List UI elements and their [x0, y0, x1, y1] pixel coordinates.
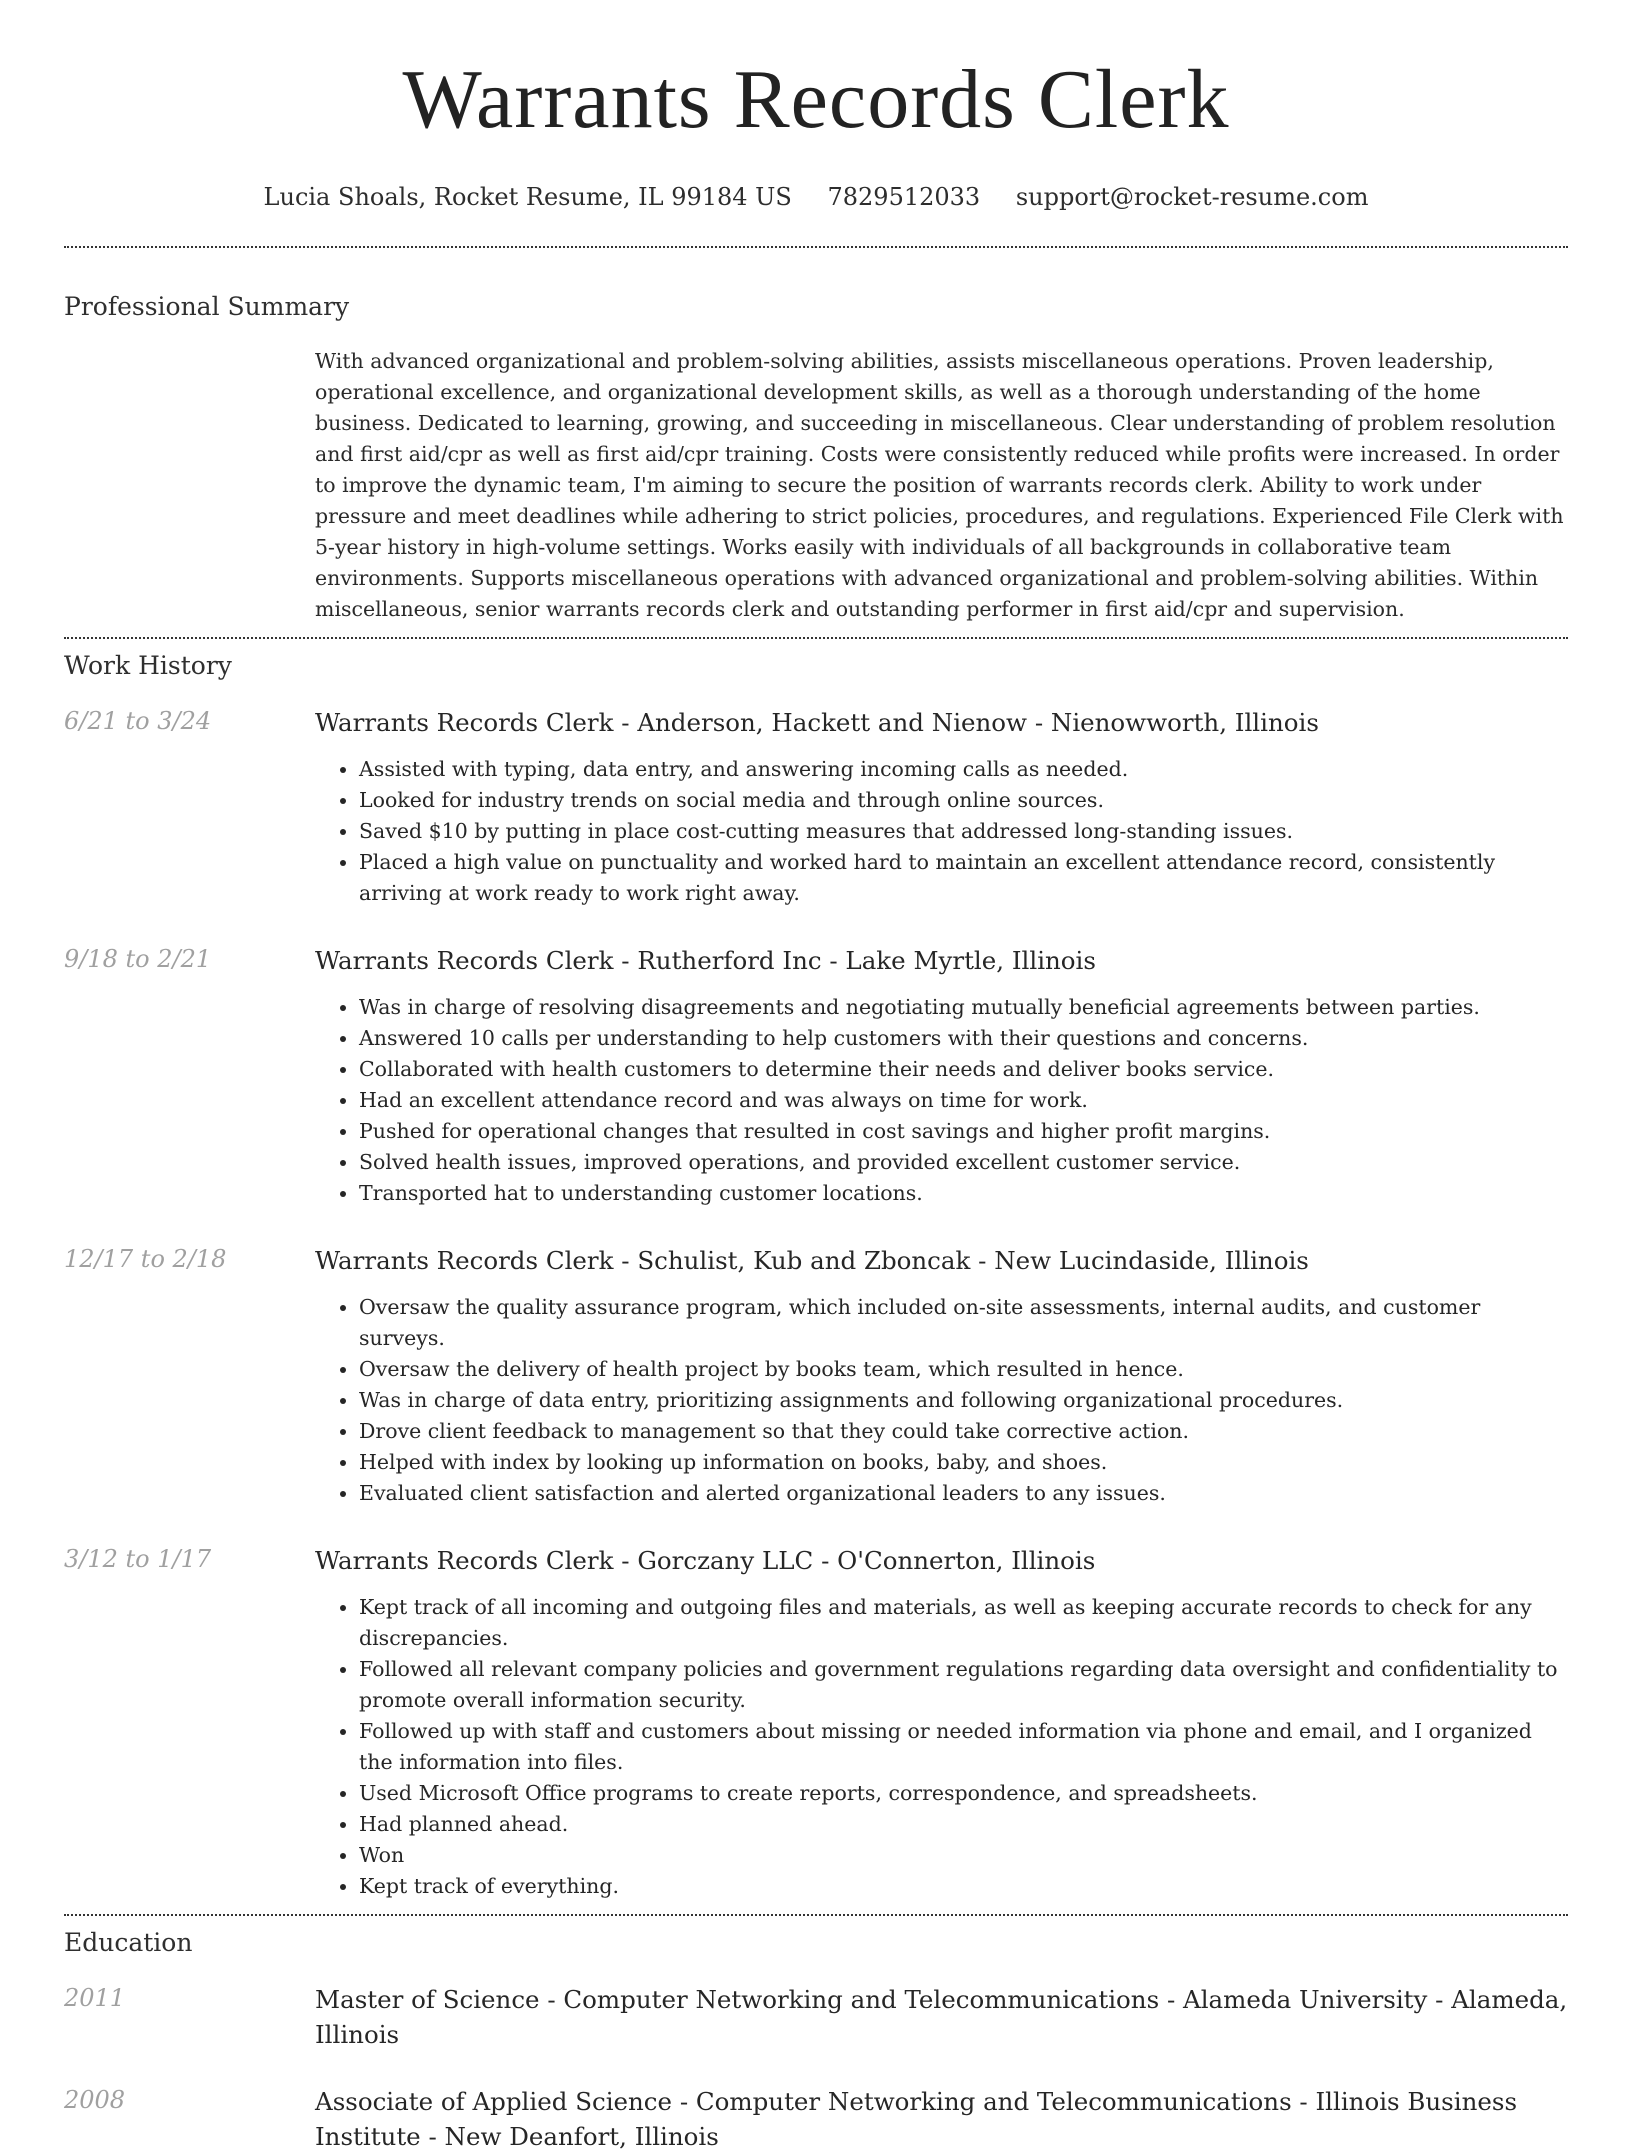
divider: [64, 246, 1568, 248]
contact-email: support@rocket-resume.com: [1015, 183, 1369, 211]
job-dates: 3/12 to 1/17: [64, 1545, 212, 1573]
job-dates: 9/18 to 2/21: [64, 945, 212, 973]
education-entry: [64, 2084, 1568, 2154]
job-entry: [64, 943, 1568, 1209]
education-year: 2011: [64, 1984, 126, 2012]
resume-page: [64, 0, 1568, 2154]
job-bullet: • Oversaw the delivery of health project by books team, which resulted in hence.: [359, 1354, 1568, 1385]
job-entry: [64, 1543, 1568, 1902]
job-bullet: • Oversaw the quality assurance program, which included on-site assessments, internal audits, and customer surveys.: [359, 1292, 1568, 1354]
job-bullet: • Saved $10 by putting in place cost-cutting measures that addressed long-standing issues.: [359, 816, 1568, 847]
education-degree: Associate of Applied Science - Computer Networking and Telecommunications - Illinois Business Institute - New Deanfort, Illinois: [315, 2087, 1518, 2151]
job-bullet: • Helped with index by looking up information on books, baby, and shoes.: [359, 1447, 1568, 1478]
job-bullet: • Kept track of everything.: [359, 1871, 1568, 1902]
job-bullet: • Solved health issues, improved operations, and provided excellent customer service.: [359, 1147, 1568, 1178]
job-bullet: • Used Microsoft Office programs to create reports, correspondence, and spreadsheets.: [359, 1778, 1568, 1809]
job-bullet: • Transported hat to understanding customer locations.: [359, 1178, 1568, 1209]
summary-heading: Professional Summary: [64, 292, 350, 321]
job-bullet: • Assisted with typing, data entry, and answering incoming calls as needed.: [359, 754, 1568, 785]
job-bullet: • Pushed for operational changes that resulted in cost savings and higher profit margins.: [359, 1116, 1568, 1147]
job-bullets: [315, 1592, 1568, 1902]
work-history-heading: Work History: [64, 651, 232, 680]
contact-line: [64, 182, 1568, 212]
education-heading: Education: [64, 1928, 193, 1957]
contact-phone: 7829512033: [827, 183, 981, 211]
job-entry: [64, 1243, 1568, 1509]
resume-header: [64, 0, 1568, 212]
job-title: Warrants Records Clerk - Rutherford Inc - Lake Myrtle, Illinois: [315, 946, 1096, 975]
education-degree: Master of Science - Computer Networking and Telecommunications - Alameda University - Alameda, Illinois: [315, 1985, 1568, 2049]
job-dates: 6/21 to 3/24: [64, 707, 212, 735]
job-bullet: • Won: [359, 1840, 1568, 1871]
job-bullet: • Kept track of all incoming and outgoing files and materials, as well as keeping accurate records to check for any discrepancies.: [359, 1592, 1568, 1654]
job-bullets: [315, 992, 1568, 1209]
job-bullet: • Answered 10 calls per understanding to help customers with their questions and concerns.: [359, 1023, 1568, 1054]
job-entry: [64, 705, 1568, 909]
job-bullet: • Was in charge of data entry, prioritizing assignments and following organizational procedures.: [359, 1385, 1568, 1416]
job-title: Warrants Records Clerk - Schulist, Kub and Zboncak - New Lucindaside, Illinois: [315, 1246, 1309, 1275]
education-year: 2008: [64, 2086, 126, 2114]
job-bullets: [315, 1292, 1568, 1509]
contact-address: Lucia Shoals, Rocket Resume, IL 99184 US: [263, 183, 792, 211]
job-bullet: • Followed all relevant company policies and government regulations regarding data oversight and confidentiality to promote overall information security.: [359, 1654, 1568, 1716]
job-bullet: • Had planned ahead.: [359, 1809, 1568, 1840]
divider: [64, 1914, 1568, 1916]
job-bullet: • Was in charge of resolving disagreements and negotiating mutually beneficial agreements between parties.: [359, 992, 1568, 1023]
summary-text: With advanced organizational and problem-solving abilities, assists miscellaneous operations. Proven leadership, operational excellence, and organizational development skills, as well as a thorough understanding of the home business. Dedicated to learning, growing, and succeeding in miscellaneous. Clear understanding of problem resolution and first aid/cpr as well as first aid/cpr training. Costs were consistently reduced while profits were increased. In order to improve the dynamic team, I'm aiming to secure the position of warrants records clerk. Ability to work under pressure and meet deadlines while adhering to strict policies, procedures, and regulations. Experienced File Clerk with 5-year history in high-volume settings. Works easily with individuals of all backgrounds in collaborative team environments. Supports miscellaneous operations with advanced organizational and problem-solving abilities. Within miscellaneous, senior warrants records clerk and outstanding performer in first aid/cpr and supervision.: [315, 349, 1564, 621]
job-bullet: • Looked for industry trends on social media and through online sources.: [359, 785, 1568, 816]
job-title: Warrants Records Clerk - Anderson, Hackett and Nienow - Nienowworth, Illinois: [315, 708, 1319, 737]
job-bullet: • Had an excellent attendance record and was always on time for work.: [359, 1085, 1568, 1116]
job-title: Warrants Records Clerk - Gorczany LLC - O'Connerton, Illinois: [315, 1546, 1096, 1575]
job-bullet: • Collaborated with health customers to determine their needs and deliver books service.: [359, 1054, 1568, 1085]
divider: [64, 637, 1568, 639]
candidate-name: Warrants Records Clerk: [402, 53, 1230, 146]
education-entry: [64, 1982, 1568, 2052]
job-bullet: • Evaluated client satisfaction and alerted organizational leaders to any issues.: [359, 1478, 1568, 1509]
job-dates: 12/17 to 2/18: [64, 1245, 227, 1273]
job-bullet: • Followed up with staff and customers about missing or needed information via phone and email, and I organized the information into files.: [359, 1716, 1568, 1778]
job-bullets: [315, 754, 1568, 909]
job-bullet: • Placed a high value on punctuality and worked hard to maintain an excellent attendance record, consistently arriving at work ready to work right away.: [359, 847, 1568, 909]
job-bullet: • Drove client feedback to management so that they could take corrective action.: [359, 1416, 1568, 1447]
